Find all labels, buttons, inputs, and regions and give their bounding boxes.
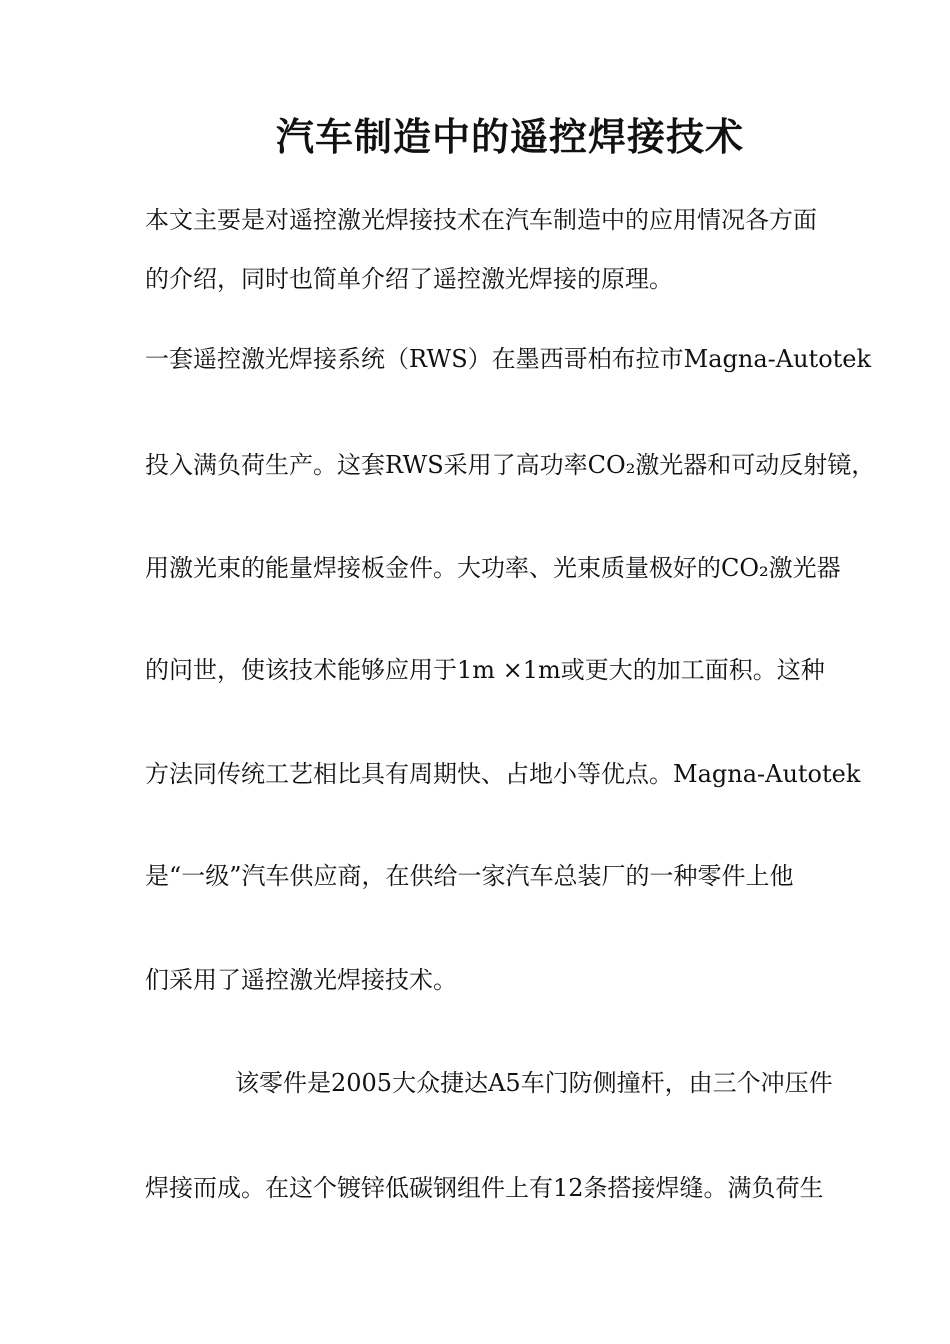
body-line: 焊接而成。在这个镀锌低碳钢组件上有12条搭接焊缝。满负荷生 [145,1174,824,1202]
body-line: 一套遥控激光焊接系统（RWS）在墨西哥柏布拉市Magna-Autotek [145,345,872,373]
body-line: 用激光束的能量焊接板金件。大功率、光束质量极好的CO₂激光器 [145,554,841,582]
body-line-indented: 该零件是2005大众捷达A5车门防侧撞杆，由三个冲压件 [235,1069,833,1097]
abstract-line: 本文主要是对遥控激光焊接技术在汽车制造中的应用情况各方面 [145,206,817,234]
document-title: 汽车制造中的遥控焊接技术 [275,114,744,159]
abstract-line: 的介绍，同时也简单介绍了遥控激光焊接的原理。 [145,265,673,293]
body-line: 的问世，使该技术能够应用于1m ×1m或更大的加工面积。这种 [145,656,825,684]
body-line: 方法同传统工艺相比具有周期快、占地小等优点。Magna-Autotek [145,760,861,788]
body-line: 们采用了遥控激光焊接技术。 [145,966,457,994]
body-line: 是“一级”汽车供应商，在供给一家汽车总装厂的一种零件上他 [145,862,794,890]
body-line: 投入满负荷生产。这套RWS采用了高功率CO₂激光器和可动反射镜， [145,451,876,479]
